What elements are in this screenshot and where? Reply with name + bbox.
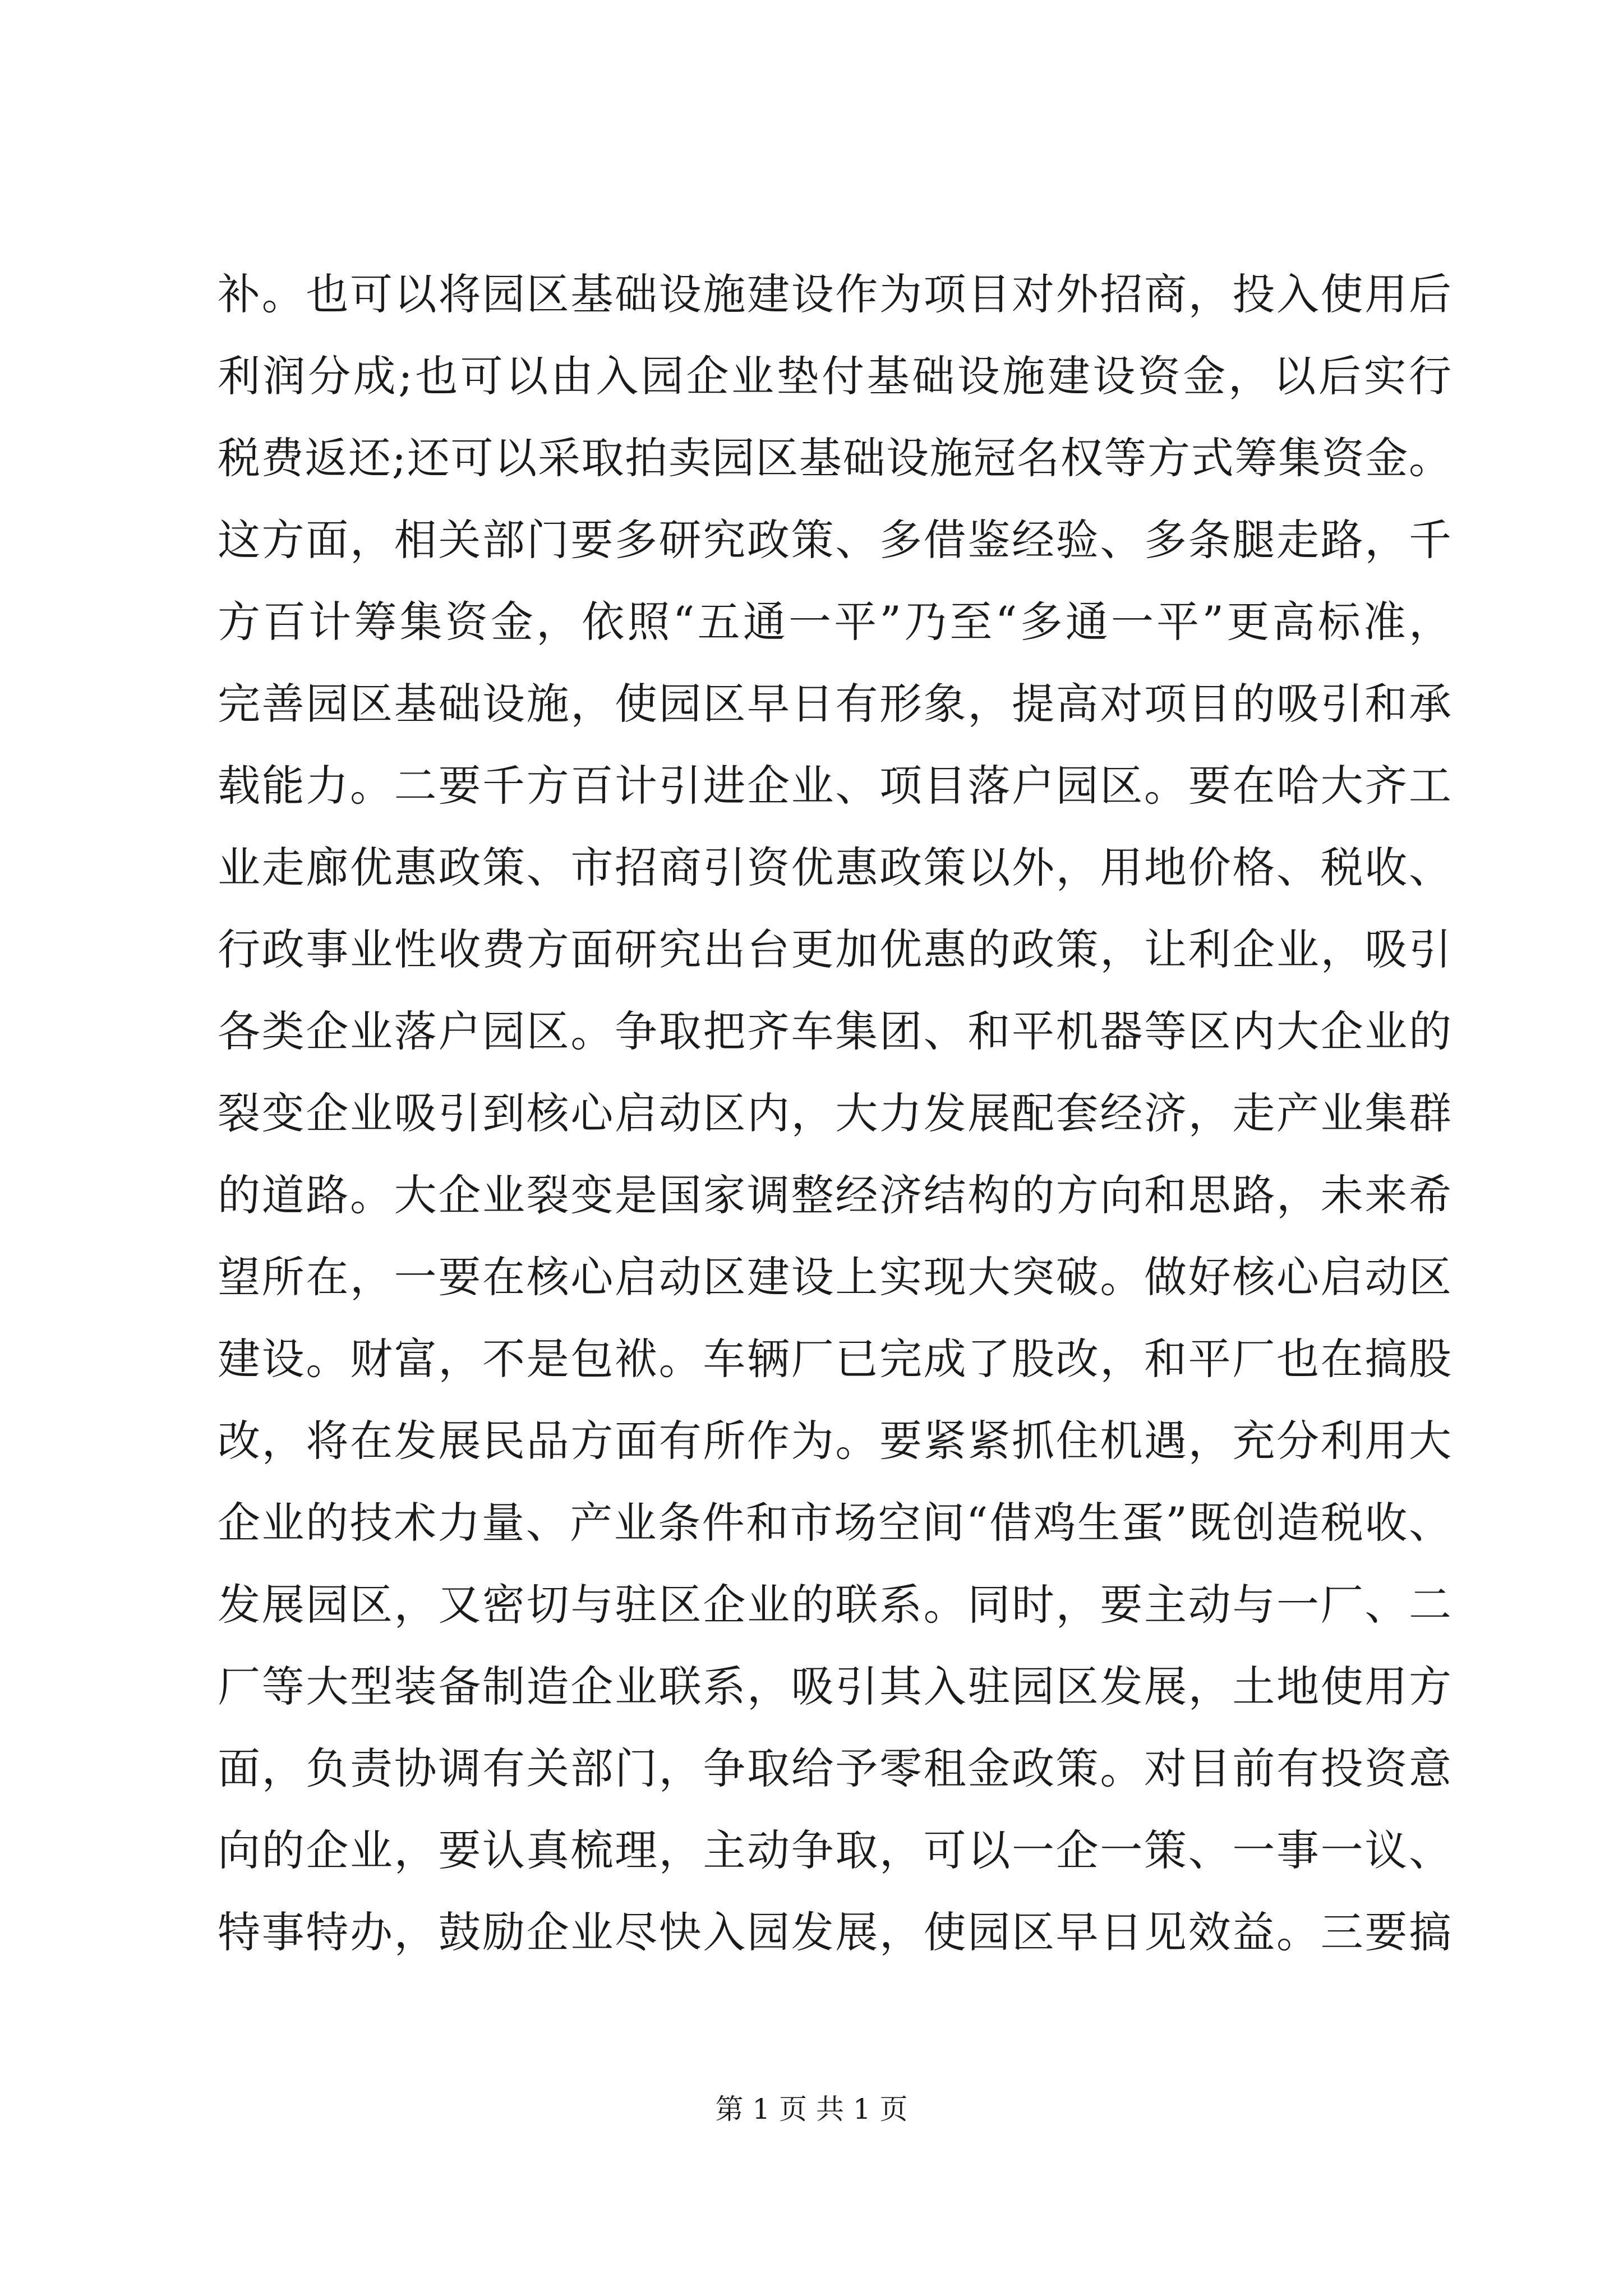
text-line: 特事特办，鼓励企业尽快入园发展，使园区早日见效益。三要搞: [218, 1907, 1451, 1957]
text-line: 向的企业，要认真梳理，主动争取，可以一企一策、一事一议、: [218, 1825, 1451, 1875]
text-line: 企业的技术力量、产业条件和市场空间“借鸡生蛋”既创造税收、: [218, 1498, 1451, 1548]
text-line: 的道路。大企业裂变是国家调整经济结构的方向和思路，未来希: [218, 1170, 1451, 1220]
text-line: 载能力。二要千方百计引进企业、项目落户园区。要在哈大齐工: [218, 761, 1451, 811]
text-line: 各类企业落户园区。争取把齐车集团、和平机器等区内大企业的: [218, 1006, 1451, 1056]
text-line: 税费返还;还可以采取拍卖园区基础设施冠名权等方式筹集资金。: [218, 433, 1451, 483]
text-line: 改，将在发展民品方面有所作为。要紧紧抓住机遇，充分利用大: [218, 1416, 1451, 1466]
text-line: 裂变企业吸引到核心启动区内，大力发展配套经济，走产业集群: [218, 1088, 1451, 1138]
text-line: 完善园区基础设施，使园区早日有形象，提高对项目的吸引和承: [218, 679, 1451, 729]
page-footer: 第 1 页 共 1 页: [715, 2093, 908, 2125]
text-line: 业走廊优惠政策、市招商引资优惠政策以外，用地价格、税收、: [218, 843, 1451, 892]
text-line: 发展园区，又密切与驻区企业的联系。同时，要主动与一厂、二: [218, 1580, 1451, 1630]
text-line: 建设。财富，不是包袱。车辆厂已完成了股改，和平厂也在搞股: [218, 1334, 1451, 1384]
text-line: 补。也可以将园区基础设施建设作为项目对外招商，投入使用后: [218, 269, 1451, 319]
text-line: 这方面，相关部门要多研究政策、多借鉴经验、多条腿走路，千: [218, 515, 1451, 565]
text-line: 厂等大型装备制造企业联系，吸引其入驻园区发展，土地使用方: [218, 1662, 1451, 1711]
text-line: 望所在，一要在核心启动区建设上实现大突破。做好核心启动区: [218, 1252, 1451, 1302]
text-line: 利润分成;也可以由入园企业垫付基础设施建设资金，以后实行: [218, 351, 1451, 401]
text-line: 面，负责协调有关部门，争取给予零租金政策。对目前有投资意: [218, 1743, 1451, 1793]
body-text: [218, 254, 1451, 1973]
text-line: 方百计筹集资金，依照“五通一平”乃至“多通一平”更高标准，: [218, 597, 1451, 647]
text-line: 行政事业性收费方面研究出台更加优惠的政策，让利企业，吸引: [218, 924, 1451, 974]
